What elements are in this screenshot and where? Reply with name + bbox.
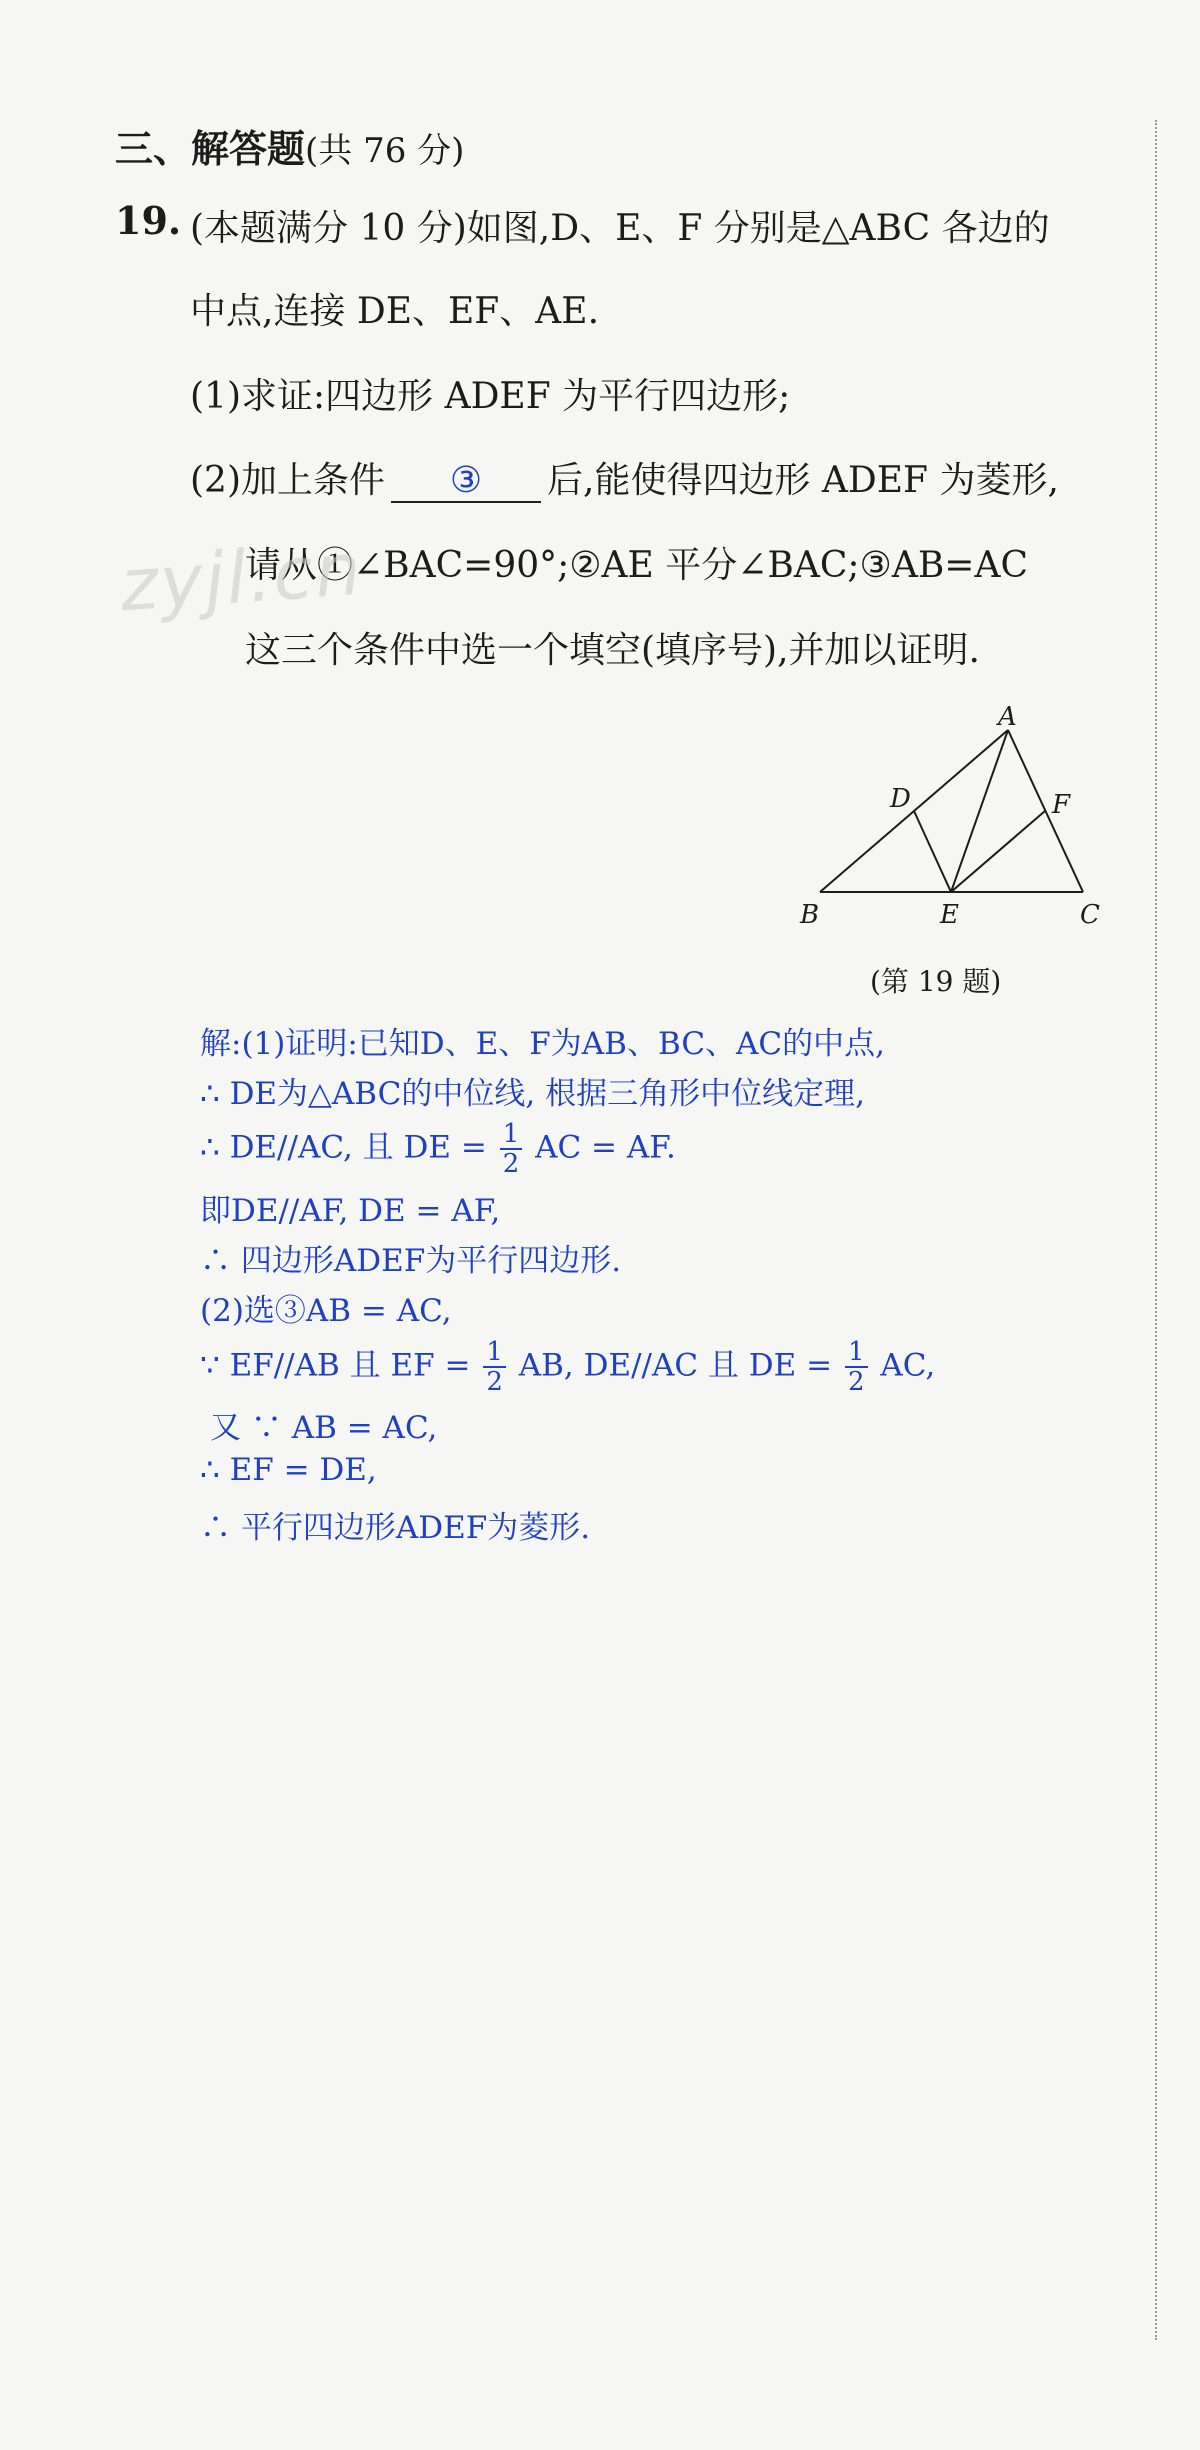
segment-DE — [914, 811, 951, 892]
answer-blank[interactable]: ③ — [391, 461, 541, 503]
answer-line-7-middle: AB, DE//AC 且 DE = — [518, 1347, 833, 1384]
section-title — [115, 118, 464, 173]
answer-line-3-end: AC = AF. — [535, 1129, 676, 1166]
answer-line-3-start: ∴ DE//AC, 且 DE = — [200, 1129, 487, 1166]
point-label-C: C — [1080, 900, 1100, 930]
fraction-numerator: 1 — [500, 1120, 523, 1150]
answer-line-2: ∴ DE为△ABC的中位线, 根据三角形中位线定理, — [200, 1076, 865, 1112]
answer-line-9: ∴ EF = DE, — [200, 1452, 377, 1488]
fraction-numerator: 1 — [845, 1338, 868, 1368]
section-points-note: (共 76 分) — [305, 131, 465, 171]
question-number: 19. — [115, 198, 182, 243]
segment-CA — [1008, 730, 1083, 892]
answer-line-10: ∴ 平行四边形ADEF为菱形. — [200, 1510, 591, 1546]
answer-line-7-end: AC, — [880, 1347, 936, 1384]
part-2-suffix: 后,能使得四边形 ADEF 为菱形, — [547, 460, 1059, 501]
point-label-D: D — [890, 784, 911, 814]
point-label-A: A — [998, 705, 1017, 732]
answer-line-6: (2)选③AB = AC, — [200, 1293, 452, 1329]
fraction-one-half — [500, 1120, 523, 1178]
fraction-denominator: 2 — [847, 1367, 865, 1397]
fraction-one-half — [483, 1338, 506, 1396]
fraction-one-half — [845, 1338, 868, 1396]
answer-line-3 — [200, 1120, 676, 1178]
question-line-1: (本题满分 10 分)如图,D、E、F 分别是△ABC 各边的 — [190, 208, 1050, 249]
fraction-denominator: 2 — [486, 1367, 503, 1397]
part-2-prefix: (2)加上条件 — [190, 460, 385, 501]
point-label-B: B — [800, 900, 820, 930]
point-label-E: E — [940, 900, 959, 930]
question-line-2: 中点,连接 DE、EF、AE. — [190, 291, 600, 332]
section-title-text: 三、解答题 — [115, 126, 306, 171]
binding-dashed-line — [1155, 120, 1157, 2340]
triangle-diagram — [790, 705, 1130, 945]
answer-line-1: 解:(1)证明:已知D、E、F为AB、BC、AC的中点, — [200, 1026, 885, 1062]
question-part-1: (1)求证:四边形 ADEF 为平行四边形; — [190, 376, 791, 417]
question-part-2 — [190, 452, 1059, 503]
fraction-numerator: 1 — [483, 1338, 506, 1368]
figure-caption: (第 19 题) — [870, 965, 1002, 998]
answer-line-5: ∴ 四边形ADEF为平行四边形. — [200, 1243, 622, 1279]
point-label-F: F — [1052, 790, 1071, 820]
answer-line-7 — [200, 1338, 935, 1396]
answer-line-8: 又 ∵ AB = AC, — [210, 1410, 438, 1446]
answer-line-4: 即DE//AF, DE = AF, — [200, 1193, 501, 1229]
question-options: 请从①∠BAC=90°;②AE 平分∠BAC;③AB=AC — [245, 545, 1028, 586]
fraction-denominator: 2 — [502, 1149, 520, 1179]
question-instruction: 这三个条件中选一个填空(填序号),并加以证明. — [245, 630, 980, 671]
watermark: zyjl.cn — [117, 526, 366, 628]
answer-line-7-start: ∵ EF//AB 且 EF = — [200, 1347, 471, 1384]
